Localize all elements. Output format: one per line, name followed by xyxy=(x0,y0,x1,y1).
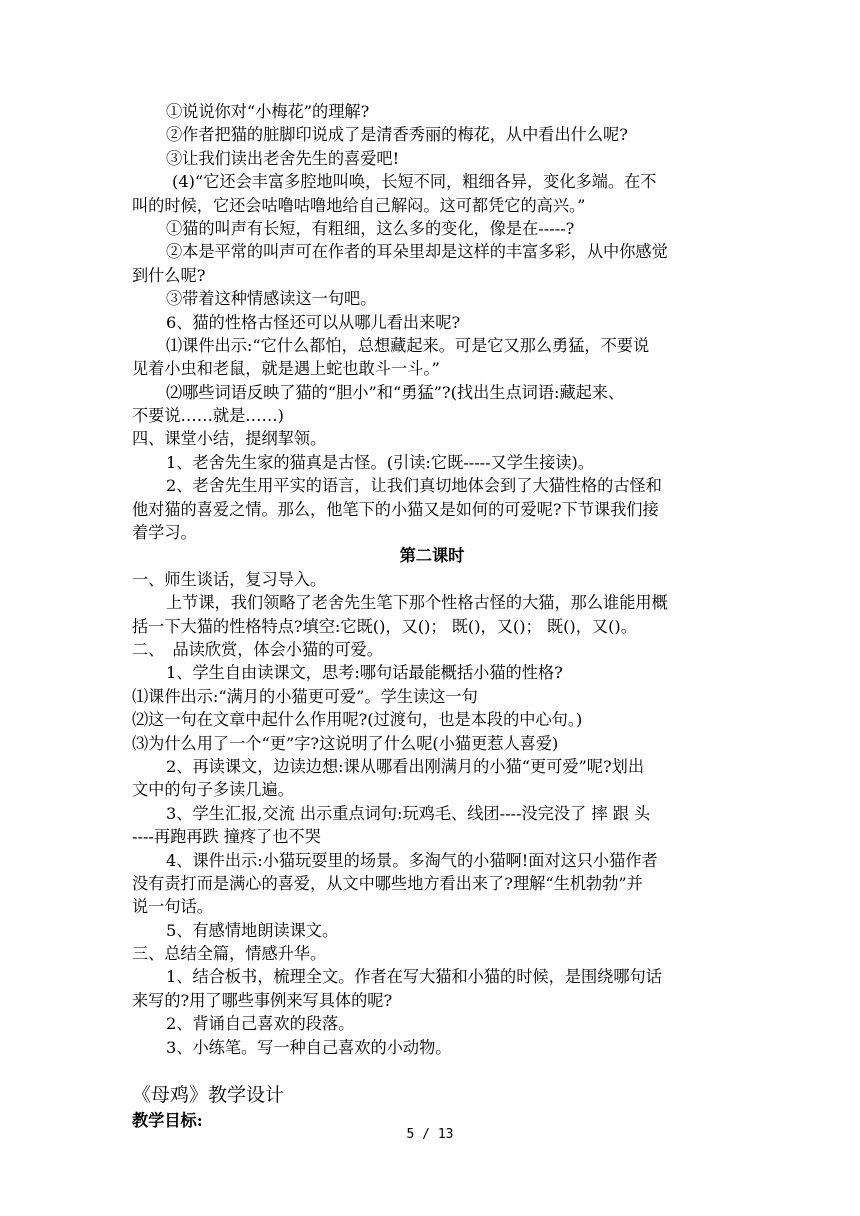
text-line: 括一下大猫的性格特点?填空:它既()，又()； 既()，又()； 既()，又()。 xyxy=(132,616,637,636)
text-line: 见着小虫和老鼠，就是遇上蛇也敢斗一斗。” xyxy=(132,359,440,379)
text-line: 二、 品读欣赏，体会小猫的可爱。 xyxy=(132,639,383,659)
text-line: 1、结合板书，梳理全文。作者在写大猫和小猫的时候，是围绕哪句话 xyxy=(166,967,662,987)
text-line: 1、学生自由读课文，思考:哪句话最能概括小猫的性格? xyxy=(166,663,563,683)
text-line: ⑴课件出示:“满月的小猫更可爱”。学生读这一句 xyxy=(132,686,478,706)
text-line: ⑵哪些词语反映了猫的“胆小”和“勇猛”?(找出生点词语:藏起来、 xyxy=(166,382,625,402)
text-line: ⑵这一句在文章中起什么作用呢?(过渡句，也是本段的中心句。) xyxy=(132,710,583,730)
document-body xyxy=(132,100,732,1132)
section-title: 《母鸡》教学设计 xyxy=(132,1084,285,1107)
text-line: 6、猫的性格古怪还可以从哪儿看出来呢? xyxy=(166,312,461,332)
text-line: 5、有感情地朗读课文。 xyxy=(166,920,339,940)
text-line: 不要说……就是……) xyxy=(132,406,285,426)
text-line: ②作者把猫的脏脚印说成了是清香秀丽的梅花，从中看出什么呢? xyxy=(166,125,628,145)
text-line: (4)“它还会丰富多腔地叫唤，长短不同，粗细各异，变化多端。在不 xyxy=(172,172,657,192)
text-line: 上节课，我们领略了老舍先生笔下那个性格古怪的大猫，那么谁能用概 xyxy=(166,593,668,613)
text-line: 1、老舍先生家的猫真是古怪。(引读:它既-----又学生接读)。 xyxy=(166,452,595,472)
text-line: 2、背诵自己喜欢的段落。 xyxy=(166,1014,355,1034)
text-line: 4、课件出示:小猫玩耍里的场景。多淘气的小猫啊!面对这只小猫作者 xyxy=(166,850,658,870)
page-number: 5 / 13 xyxy=(406,1127,454,1142)
text-line: ----再跑再跌 撞疼了也不哭 xyxy=(132,827,321,847)
text-line: 叫的时候，它还会咕噜咕噜地给自己解闷。这可都凭它的高兴。” xyxy=(132,195,586,215)
section-subtitle: 教学目标: xyxy=(132,1111,203,1131)
text-line: 四、课堂小结，提纲挈领。 xyxy=(132,429,327,449)
text-line: 第二课时 xyxy=(399,546,465,566)
section-gap xyxy=(132,1059,732,1081)
text-line: 他对猫的喜爱之情。那么，他笔下的小猫又是如何的可爱呢?下节课我们接 xyxy=(132,499,659,519)
text-line: 一、师生谈话，复习导入。 xyxy=(132,569,327,589)
text-line: 来写的?用了哪些事例来写具体的呢? xyxy=(132,990,393,1010)
text-line: ①猫的叫声有长短，有粗细，这么多的变化，像是在-----? xyxy=(166,218,575,238)
text-line: ③让我们读出老舍先生的喜爱吧! xyxy=(166,148,400,168)
text-line: ①说说你对“小梅花”的理解? xyxy=(166,102,370,121)
text-line: ⑶为什么用了一个“更”字?这说明了什么呢(小猫更惹人喜爱) xyxy=(132,733,559,753)
text-line: ⑴课件出示:“它什么都怕，总想藏起来。可是它又那么勇猛，不要说 xyxy=(166,335,650,355)
text-line: 着学习。 xyxy=(132,523,197,543)
text-line: ②本是平常的叫声可在作者的耳朵里却是这样的丰富多彩，从中你感觉 xyxy=(166,242,668,262)
text-line: 2、老舍先生用平实的语言，让我们真切地体会到了大猫性格的古怪和 xyxy=(166,476,662,496)
text-line: 没有责打而是满心的喜爱，从文中哪些地方看出来了?理解“生机勃勃”并 xyxy=(132,873,643,893)
text-line: ③带着这种情感读这一句吧。 xyxy=(166,289,377,309)
text-line: 说一句话。 xyxy=(132,897,213,917)
text-line: 到什么呢? xyxy=(132,265,206,285)
text-line: 2、再读课文，边读边想:课从哪看出刚满月的小猫“更可爱”呢?划出 xyxy=(166,756,645,776)
text-line: 三、总结全篇，情感升华。 xyxy=(132,944,327,964)
text-line: 3、学生汇报,交流 出示重点词句:玩鸡毛、线团----没完没了 摔 跟 头 xyxy=(166,803,651,823)
text-line: 3、小练笔。写一种自己喜欢的小动物。 xyxy=(166,1037,452,1057)
text-line: 文中的句子多读几遍。 xyxy=(132,780,294,800)
